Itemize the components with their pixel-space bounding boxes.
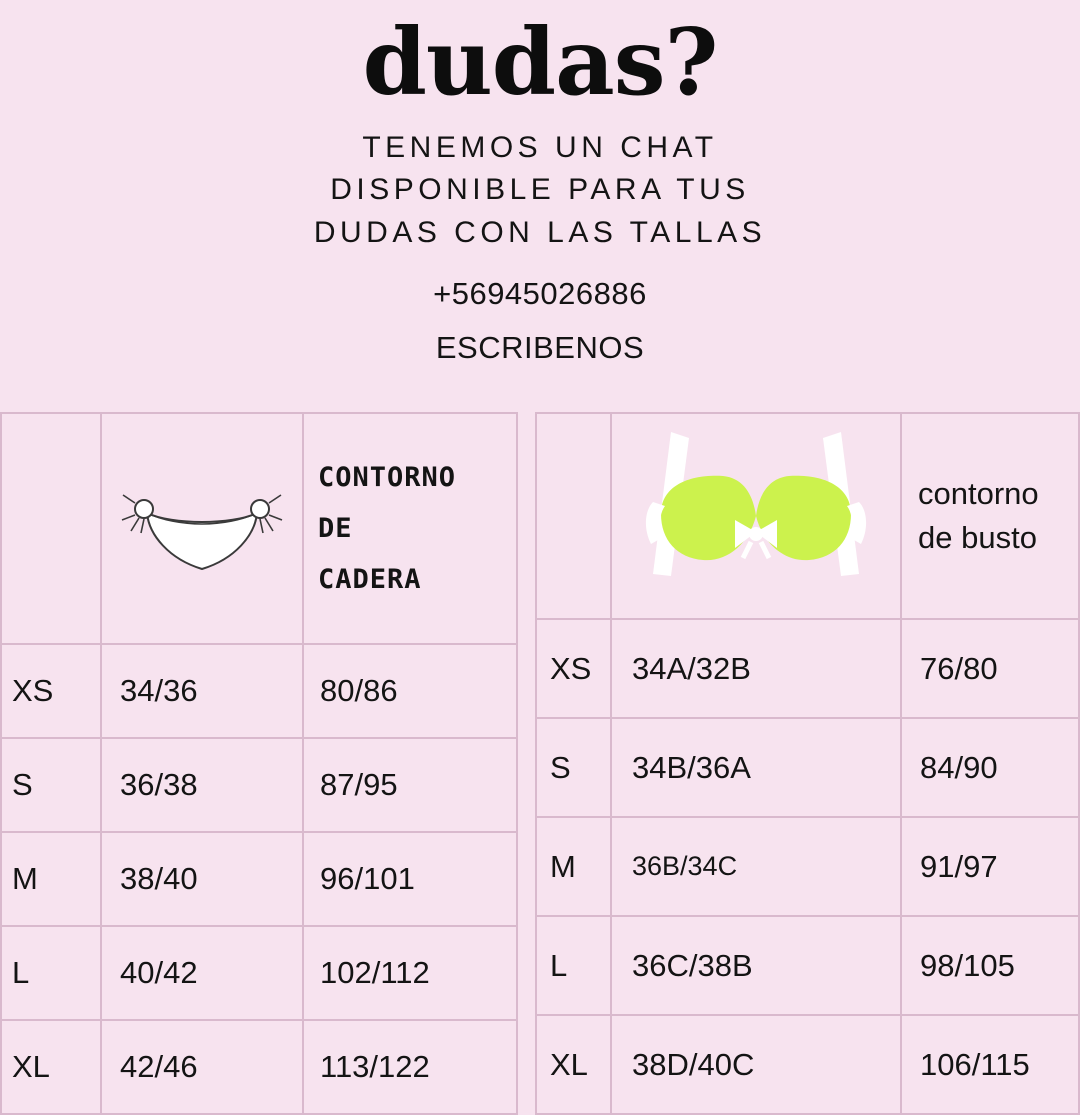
size-label: S [1,738,101,832]
size-label: L [1,926,101,1020]
table-row [1,832,517,926]
medida-value: 102/112 [303,926,517,1020]
talla-value: 38D/40C [611,1015,901,1114]
bottom-measure-label [303,413,517,644]
empty-corner-cell [1,413,101,644]
table-row [536,718,1079,817]
table-row [536,1015,1079,1114]
size-label: M [1,832,101,926]
talla-value: 42/46 [101,1020,303,1114]
measure-label-line-3: CADERA [318,564,422,596]
size-label: L [536,916,611,1015]
table-row [536,916,1079,1015]
talla-value: 34B/36A [611,718,901,817]
size-label: XL [536,1015,611,1114]
header-subtitle [0,127,1080,255]
talla-value: 38/40 [101,832,303,926]
subtitle-line-1: TENEMOS UN CHAT [362,130,718,164]
size-label: XS [536,619,611,718]
page-title: dudas? [362,8,718,116]
medida-value: 80/86 [303,644,517,738]
bra-icon-cell [611,413,901,619]
bra-icon [612,414,900,618]
bikini-bottom-icon [102,414,302,643]
subtitle-line-2: DISPONIBLE PARA TUS [330,173,750,207]
table-row [1,738,517,832]
talla-value: 34A/32B [611,619,901,718]
talla-value: 34/36 [101,644,303,738]
cta-text: ESCRIBENOS [435,330,645,366]
size-tables [0,412,1080,1115]
table-row [1,1020,517,1114]
talla-value: 36C/38B [611,916,901,1015]
medida-value: 91/97 [901,817,1079,916]
top-size-table [535,412,1080,1115]
table-row [536,817,1079,916]
size-label: XL [1,1020,101,1114]
measure-label-line-1: CONTORNO [318,461,457,493]
talla-value: 36/38 [101,738,303,832]
medida-value: 98/105 [901,916,1079,1015]
talla-value: 36B/34C [611,817,901,916]
medida-value: 76/80 [901,619,1079,718]
table-header-row [1,413,517,644]
empty-corner-cell [536,413,611,619]
header [0,0,1080,366]
medida-value: 106/115 [901,1015,1079,1114]
size-label: S [536,718,611,817]
table-row [1,926,517,1020]
medida-value: 96/101 [303,832,517,926]
table-row [536,619,1079,718]
medida-value: 84/90 [901,718,1079,817]
medida-value: 87/95 [303,738,517,832]
bikini-bottom-icon-cell [101,413,303,644]
table-row [1,644,517,738]
medida-value: 113/122 [303,1020,517,1114]
table-header-row [536,413,1079,619]
size-label: XS [1,644,101,738]
phone-number: +56945026886 [433,276,647,312]
bottom-size-table [0,412,518,1115]
size-label: M [536,817,611,916]
top-measure-label: contorno de busto [901,413,1079,619]
subtitle-line-3: DUDAS CON LAS TALLAS [313,215,767,249]
measure-label-line-2: DE [318,512,353,544]
talla-value: 40/42 [101,926,303,1020]
